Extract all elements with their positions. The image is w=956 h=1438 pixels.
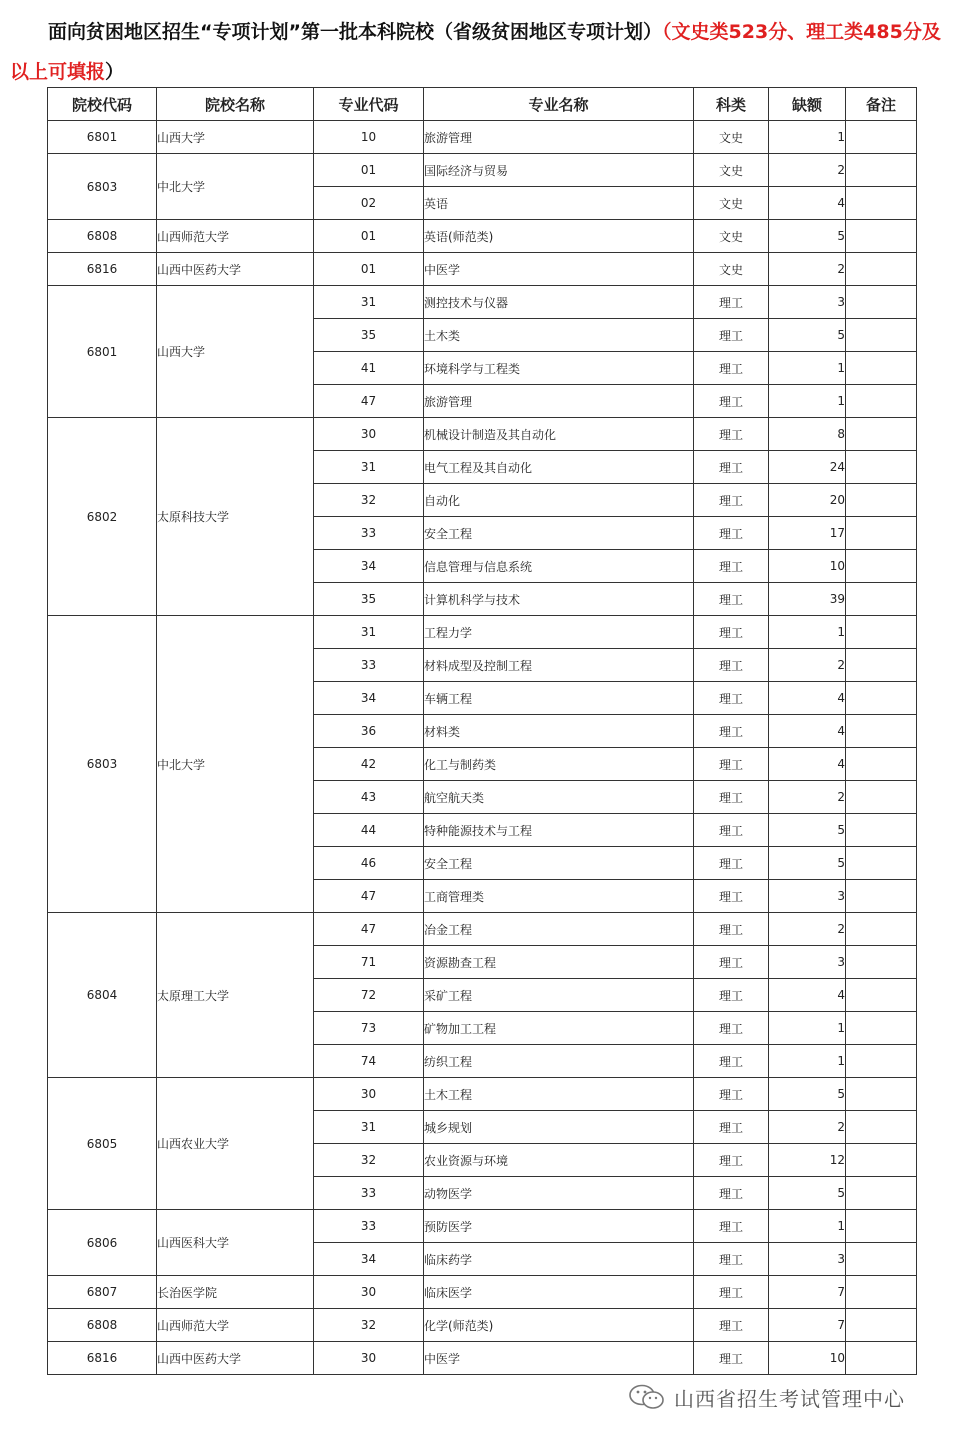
quota-cell: 5 xyxy=(769,814,846,847)
school-name-cell: 山西医科大学 xyxy=(157,1210,314,1276)
remarks-cell xyxy=(846,418,917,451)
major-name-cell: 旅游管理 xyxy=(424,385,694,418)
major-name-cell: 安全工程 xyxy=(424,847,694,880)
remarks-cell xyxy=(846,187,917,220)
major-name-cell: 动物医学 xyxy=(424,1177,694,1210)
category-cell: 理工 xyxy=(694,649,769,682)
major-name-cell: 航空航天类 xyxy=(424,781,694,814)
major-name-cell: 土木工程 xyxy=(424,1078,694,1111)
category-cell: 理工 xyxy=(694,682,769,715)
table-row xyxy=(48,1210,917,1243)
major-code-cell: 47 xyxy=(314,385,424,418)
major-name-cell: 机械设计制造及其自动化 xyxy=(424,418,694,451)
category-cell: 理工 xyxy=(694,1012,769,1045)
remarks-cell xyxy=(846,517,917,550)
remarks-cell xyxy=(846,1111,917,1144)
category-cell: 理工 xyxy=(694,451,769,484)
category-cell: 理工 xyxy=(694,814,769,847)
category-cell: 文史 xyxy=(694,154,769,187)
major-code-cell: 74 xyxy=(314,1045,424,1078)
quota-cell: 4 xyxy=(769,979,846,1012)
table-row xyxy=(48,154,917,187)
category-cell: 理工 xyxy=(694,847,769,880)
school-code-cell: 6803 xyxy=(48,616,157,913)
category-cell: 理工 xyxy=(694,1342,769,1375)
major-name-cell: 工商管理类 xyxy=(424,880,694,913)
quota-cell: 4 xyxy=(769,715,846,748)
major-name-cell: 预防医学 xyxy=(424,1210,694,1243)
major-code-cell: 01 xyxy=(314,253,424,286)
header-school-code: 院校代码 xyxy=(48,88,157,121)
quota-cell: 2 xyxy=(769,913,846,946)
remarks-cell xyxy=(846,847,917,880)
page-title xyxy=(10,12,950,92)
major-name-cell: 纺织工程 xyxy=(424,1045,694,1078)
quota-cell: 24 xyxy=(769,451,846,484)
major-name-cell: 工程力学 xyxy=(424,616,694,649)
school-name-cell: 山西中医药大学 xyxy=(157,1342,314,1375)
major-code-cell: 42 xyxy=(314,748,424,781)
category-cell: 理工 xyxy=(694,1243,769,1276)
category-cell: 理工 xyxy=(694,319,769,352)
quota-cell: 5 xyxy=(769,220,846,253)
remarks-cell xyxy=(846,319,917,352)
major-code-cell: 34 xyxy=(314,1243,424,1276)
quota-cell: 7 xyxy=(769,1309,846,1342)
major-name-cell: 计算机科学与技术 xyxy=(424,583,694,616)
header-school-name: 院校名称 xyxy=(157,88,314,121)
quota-cell: 2 xyxy=(769,154,846,187)
major-code-cell: 01 xyxy=(314,220,424,253)
quota-cell: 1 xyxy=(769,352,846,385)
category-cell: 理工 xyxy=(694,946,769,979)
major-name-cell: 中医学 xyxy=(424,253,694,286)
remarks-cell xyxy=(846,484,917,517)
quota-cell: 5 xyxy=(769,319,846,352)
remarks-cell xyxy=(846,1210,917,1243)
table-row xyxy=(48,1276,917,1309)
major-code-cell: 33 xyxy=(314,517,424,550)
quota-cell: 3 xyxy=(769,286,846,319)
quota-cell: 1 xyxy=(769,385,846,418)
school-name-cell: 山西农业大学 xyxy=(157,1078,314,1210)
category-cell: 理工 xyxy=(694,286,769,319)
major-name-cell: 特种能源技术与工程 xyxy=(424,814,694,847)
remarks-cell xyxy=(846,286,917,319)
remarks-cell xyxy=(846,352,917,385)
category-cell: 理工 xyxy=(694,517,769,550)
major-code-cell: 31 xyxy=(314,1111,424,1144)
category-cell: 理工 xyxy=(694,550,769,583)
major-name-cell: 英语 xyxy=(424,187,694,220)
major-code-cell: 34 xyxy=(314,682,424,715)
school-name-cell: 太原理工大学 xyxy=(157,913,314,1078)
remarks-cell xyxy=(846,385,917,418)
quota-cell: 2 xyxy=(769,1111,846,1144)
major-code-cell: 33 xyxy=(314,1177,424,1210)
category-cell: 理工 xyxy=(694,1177,769,1210)
category-cell: 理工 xyxy=(694,880,769,913)
major-code-cell: 30 xyxy=(314,1342,424,1375)
quota-cell: 17 xyxy=(769,517,846,550)
school-name-cell: 太原科技大学 xyxy=(157,418,314,616)
remarks-cell xyxy=(846,781,917,814)
major-code-cell: 31 xyxy=(314,616,424,649)
category-cell: 理工 xyxy=(694,1144,769,1177)
enrollment-table xyxy=(47,87,917,1375)
major-name-cell: 化学(师范类) xyxy=(424,1309,694,1342)
major-name-cell: 城乡规划 xyxy=(424,1111,694,1144)
category-cell: 理工 xyxy=(694,1078,769,1111)
table-row xyxy=(48,121,917,154)
footer-text: 山西省招生考试管理中心 xyxy=(674,1386,905,1411)
category-cell: 理工 xyxy=(694,484,769,517)
major-name-cell: 英语(师范类) xyxy=(424,220,694,253)
school-name-cell: 山西师范大学 xyxy=(157,1309,314,1342)
category-cell: 理工 xyxy=(694,748,769,781)
quota-cell: 4 xyxy=(769,748,846,781)
school-name-cell: 山西师范大学 xyxy=(157,220,314,253)
major-code-cell: 43 xyxy=(314,781,424,814)
major-code-cell: 46 xyxy=(314,847,424,880)
category-cell: 理工 xyxy=(694,1276,769,1309)
footer-watermark xyxy=(628,1381,905,1413)
school-code-cell: 6806 xyxy=(48,1210,157,1276)
school-code-cell: 6802 xyxy=(48,418,157,616)
major-code-cell: 01 xyxy=(314,154,424,187)
major-code-cell: 73 xyxy=(314,1012,424,1045)
category-cell: 理工 xyxy=(694,715,769,748)
remarks-cell xyxy=(846,715,917,748)
table-row xyxy=(48,286,917,319)
major-name-cell: 环境科学与工程类 xyxy=(424,352,694,385)
major-name-cell: 测控技术与仪器 xyxy=(424,286,694,319)
table-row xyxy=(48,220,917,253)
major-code-cell: 32 xyxy=(314,1309,424,1342)
major-name-cell: 电气工程及其自动化 xyxy=(424,451,694,484)
quota-cell: 2 xyxy=(769,649,846,682)
remarks-cell xyxy=(846,649,917,682)
remarks-cell xyxy=(846,682,917,715)
category-cell: 理工 xyxy=(694,1210,769,1243)
quota-cell: 3 xyxy=(769,1243,846,1276)
school-name-cell: 中北大学 xyxy=(157,616,314,913)
major-name-cell: 自动化 xyxy=(424,484,694,517)
remarks-cell xyxy=(846,814,917,847)
category-cell: 理工 xyxy=(694,616,769,649)
remarks-cell xyxy=(846,253,917,286)
school-code-cell: 6801 xyxy=(48,121,157,154)
major-code-cell: 32 xyxy=(314,484,424,517)
school-code-cell: 6801 xyxy=(48,286,157,418)
major-code-cell: 33 xyxy=(314,649,424,682)
remarks-cell xyxy=(846,1342,917,1375)
remarks-cell xyxy=(846,550,917,583)
major-name-cell: 矿物加工工程 xyxy=(424,1012,694,1045)
quota-cell: 8 xyxy=(769,418,846,451)
major-code-cell: 30 xyxy=(314,1276,424,1309)
header-category: 科类 xyxy=(694,88,769,121)
major-code-cell: 71 xyxy=(314,946,424,979)
major-name-cell: 临床药学 xyxy=(424,1243,694,1276)
remarks-cell xyxy=(846,451,917,484)
quota-cell: 10 xyxy=(769,1342,846,1375)
remarks-cell xyxy=(846,979,917,1012)
major-name-cell: 材料成型及控制工程 xyxy=(424,649,694,682)
remarks-cell xyxy=(846,1045,917,1078)
table-row xyxy=(48,418,917,451)
category-cell: 理工 xyxy=(694,979,769,1012)
table-body xyxy=(48,121,917,1375)
quota-cell: 7 xyxy=(769,1276,846,1309)
header-major-name: 专业名称 xyxy=(424,88,694,121)
major-code-cell: 32 xyxy=(314,1144,424,1177)
quota-cell: 4 xyxy=(769,187,846,220)
category-cell: 理工 xyxy=(694,385,769,418)
remarks-cell xyxy=(846,1243,917,1276)
quota-cell: 2 xyxy=(769,781,846,814)
major-code-cell: 31 xyxy=(314,286,424,319)
school-name-cell: 山西大学 xyxy=(157,121,314,154)
remarks-cell xyxy=(846,913,917,946)
remarks-cell xyxy=(846,154,917,187)
major-code-cell: 35 xyxy=(314,319,424,352)
quota-cell: 1 xyxy=(769,1012,846,1045)
quota-cell: 1 xyxy=(769,1210,846,1243)
quota-cell: 20 xyxy=(769,484,846,517)
quota-cell: 39 xyxy=(769,583,846,616)
table-row xyxy=(48,1078,917,1111)
category-cell: 文史 xyxy=(694,187,769,220)
remarks-cell xyxy=(846,1144,917,1177)
table-row xyxy=(48,1342,917,1375)
major-name-cell: 国际经济与贸易 xyxy=(424,154,694,187)
quota-cell: 5 xyxy=(769,1177,846,1210)
quota-cell: 5 xyxy=(769,847,846,880)
major-code-cell: 30 xyxy=(314,418,424,451)
quota-cell: 10 xyxy=(769,550,846,583)
table-row xyxy=(48,913,917,946)
quota-cell: 2 xyxy=(769,253,846,286)
remarks-cell xyxy=(846,1012,917,1045)
school-code-cell: 6804 xyxy=(48,913,157,1078)
major-code-cell: 02 xyxy=(314,187,424,220)
remarks-cell xyxy=(846,1309,917,1342)
remarks-cell xyxy=(846,946,917,979)
major-code-cell: 47 xyxy=(314,913,424,946)
major-code-cell: 47 xyxy=(314,880,424,913)
header-major-code: 专业代码 xyxy=(314,88,424,121)
school-code-cell: 6807 xyxy=(48,1276,157,1309)
remarks-cell xyxy=(846,616,917,649)
quota-cell: 1 xyxy=(769,616,846,649)
category-cell: 理工 xyxy=(694,781,769,814)
table-header-row xyxy=(48,88,917,121)
major-code-cell: 10 xyxy=(314,121,424,154)
wechat-icon xyxy=(628,1383,666,1411)
quota-cell: 1 xyxy=(769,1045,846,1078)
quota-cell: 12 xyxy=(769,1144,846,1177)
major-code-cell: 44 xyxy=(314,814,424,847)
school-name-cell: 中北大学 xyxy=(157,154,314,220)
category-cell: 理工 xyxy=(694,913,769,946)
remarks-cell xyxy=(846,1078,917,1111)
major-name-cell: 信息管理与信息系统 xyxy=(424,550,694,583)
school-code-cell: 6805 xyxy=(48,1078,157,1210)
major-name-cell: 车辆工程 xyxy=(424,682,694,715)
school-name-cell: 山西中医药大学 xyxy=(157,253,314,286)
category-cell: 理工 xyxy=(694,352,769,385)
category-cell: 文史 xyxy=(694,121,769,154)
major-name-cell: 采矿工程 xyxy=(424,979,694,1012)
remarks-cell xyxy=(846,220,917,253)
school-name-cell: 长治医学院 xyxy=(157,1276,314,1309)
title-note-open: （ xyxy=(661,21,672,43)
major-name-cell: 临床医学 xyxy=(424,1276,694,1309)
quota-cell: 3 xyxy=(769,946,846,979)
quota-cell: 1 xyxy=(769,121,846,154)
major-name-cell: 化工与制药类 xyxy=(424,748,694,781)
major-name-cell: 土木类 xyxy=(424,319,694,352)
table-row xyxy=(48,616,917,649)
major-name-cell: 安全工程 xyxy=(424,517,694,550)
major-code-cell: 41 xyxy=(314,352,424,385)
quota-cell: 5 xyxy=(769,1078,846,1111)
title-note-close: ） xyxy=(105,61,125,83)
remarks-cell xyxy=(846,1276,917,1309)
category-cell: 文史 xyxy=(694,253,769,286)
major-code-cell: 72 xyxy=(314,979,424,1012)
major-name-cell: 冶金工程 xyxy=(424,913,694,946)
quota-cell: 3 xyxy=(769,880,846,913)
remarks-cell xyxy=(846,880,917,913)
header-remarks: 备注 xyxy=(846,88,917,121)
school-code-cell: 6808 xyxy=(48,220,157,253)
major-code-cell: 33 xyxy=(314,1210,424,1243)
table-row xyxy=(48,1309,917,1342)
major-name-cell: 中医学 xyxy=(424,1342,694,1375)
remarks-cell xyxy=(846,748,917,781)
school-code-cell: 6803 xyxy=(48,154,157,220)
school-code-cell: 6808 xyxy=(48,1309,157,1342)
table-row xyxy=(48,253,917,286)
title-note-text: 文史类523分、理工类485分及以上可填报 xyxy=(10,21,941,83)
quota-cell: 4 xyxy=(769,682,846,715)
remarks-cell xyxy=(846,1177,917,1210)
major-name-cell: 资源勘查工程 xyxy=(424,946,694,979)
school-code-cell: 6816 xyxy=(48,253,157,286)
category-cell: 理工 xyxy=(694,583,769,616)
major-name-cell: 旅游管理 xyxy=(424,121,694,154)
major-code-cell: 35 xyxy=(314,583,424,616)
title-main: 面向贫困地区招生“专项计划”第一批本科院校（省级贫困地区专项计划） xyxy=(48,21,662,43)
category-cell: 理工 xyxy=(694,1045,769,1078)
school-name-cell: 山西大学 xyxy=(157,286,314,418)
header-quota: 缺额 xyxy=(769,88,846,121)
remarks-cell xyxy=(846,583,917,616)
major-code-cell: 36 xyxy=(314,715,424,748)
major-code-cell: 30 xyxy=(314,1078,424,1111)
major-code-cell: 34 xyxy=(314,550,424,583)
remarks-cell xyxy=(846,121,917,154)
category-cell: 理工 xyxy=(694,1111,769,1144)
category-cell: 文史 xyxy=(694,220,769,253)
major-code-cell: 31 xyxy=(314,451,424,484)
school-code-cell: 6816 xyxy=(48,1342,157,1375)
category-cell: 理工 xyxy=(694,418,769,451)
category-cell: 理工 xyxy=(694,1309,769,1342)
major-name-cell: 农业资源与环境 xyxy=(424,1144,694,1177)
major-name-cell: 材料类 xyxy=(424,715,694,748)
